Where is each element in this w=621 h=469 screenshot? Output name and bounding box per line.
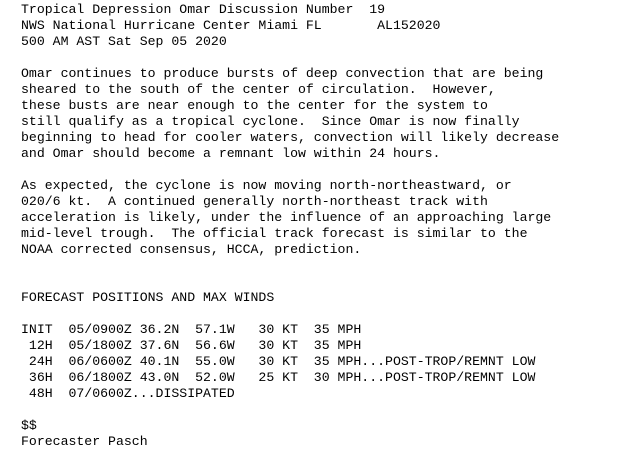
spacer [21,258,617,274]
forecast-row: INIT 05/0900Z 36.2N 57.1W 30 KT 35 MPH [21,322,362,337]
discussion-paragraph-1 [21,66,617,162]
forecast-row: 36H 06/1800Z 43.0N 52.0W 25 KT 30 MPH...POST-TROP/REMNT LOW [21,370,536,385]
spacer [21,162,617,178]
text-line: Omar continues to produce bursts of deep convection that are being [21,66,544,81]
forecaster-signature: Forecaster Pasch [21,434,148,449]
text-line: and Omar should become a remnant low within 24 hours. [21,146,441,161]
text-line: acceleration is likely, under the influence of an approaching large [21,210,552,225]
forecast-table [21,322,617,402]
spacer [21,306,617,322]
discussion-document [21,2,617,450]
spacer [21,50,617,66]
issuing-office: NWS National Hurricane Center Miami FL AL152020 [21,18,441,33]
issue-time: 500 AM AST Sat Sep 05 2020 [21,34,227,49]
text-line: still qualify as a tropical cyclone. Since Omar is now finally [21,114,520,129]
text-line: mid-level trough. The official track forecast is similar to the [21,226,528,241]
product-terminator: $$ [21,418,37,433]
forecast-heading: FORECAST POSITIONS AND MAX WINDS [21,290,275,305]
text-line: sheared to the south of the center of circulation. However, [21,82,496,97]
spacer [21,402,617,418]
forecast-row: 48H 07/0600Z...DISSIPATED [21,386,235,401]
text-line: these busts are near enough to the center for the system to [21,98,488,113]
forecast-row: 24H 06/0600Z 40.1N 55.0W 30 KT 35 MPH...POST-TROP/REMNT LOW [21,354,536,369]
text-line: As expected, the cyclone is now moving north-northeastward, or [21,178,512,193]
text-line: beginning to head for cooler waters, convection will likely decrease [21,130,560,145]
forecast-row: 12H 05/1800Z 37.6N 56.6W 30 KT 35 MPH [21,338,362,353]
discussion-paragraph-2 [21,178,617,258]
text-line: 020/6 kt. A continued generally north-northeast track with [21,194,488,209]
spacer [21,274,617,290]
discussion-title: Tropical Depression Omar Discussion Number 19 [21,2,386,17]
text-line: NOAA corrected consensus, HCCA, prediction. [21,242,362,257]
